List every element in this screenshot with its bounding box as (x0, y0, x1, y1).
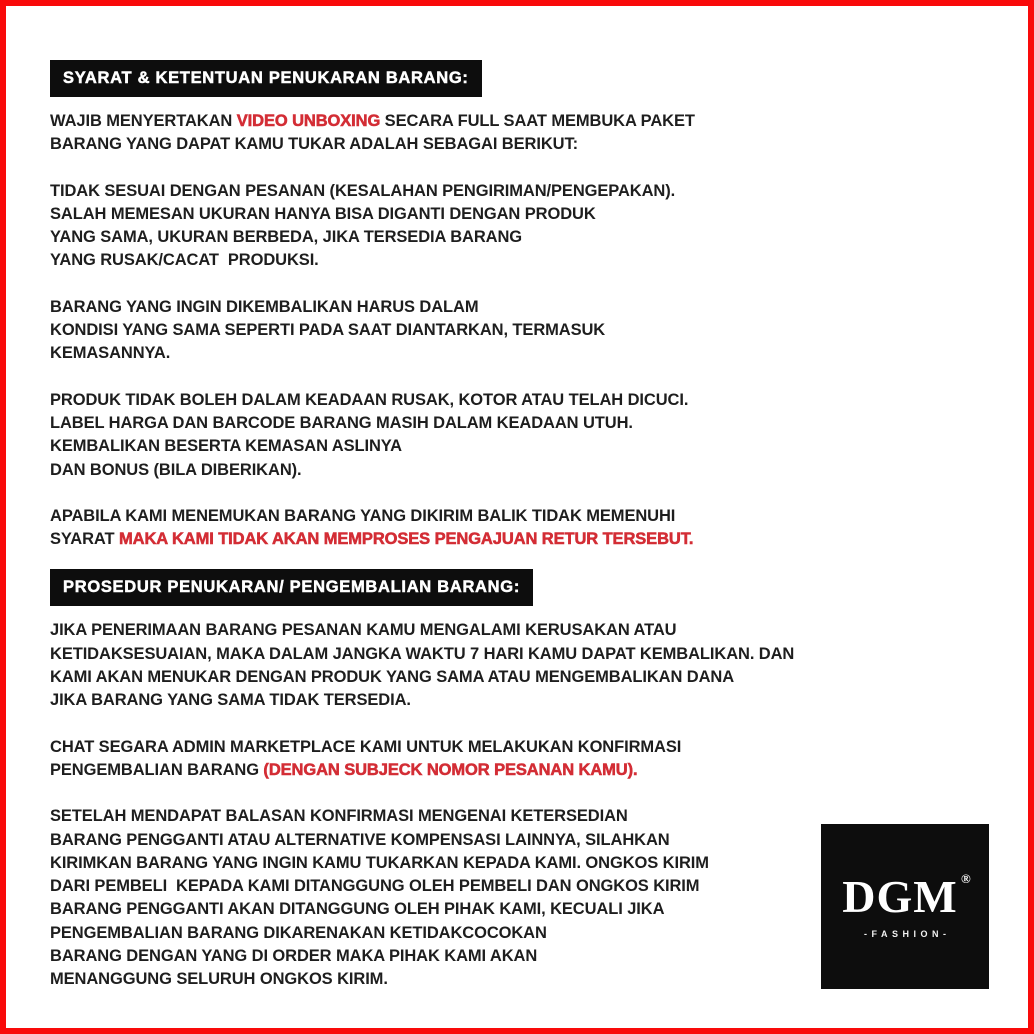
highlighted-text: MAKA KAMI TIDAK AKAN MEMPROSES PENGAJUAN RETUR TERSEBUT. (118, 530, 694, 549)
text-segment: PRODUK TIDAK BOLEH DALAM KEADAAN RUSAK, KOTOR ATAU TELAH DICUCI. (50, 390, 689, 409)
text-segment: WAJIB MENYERTAKAN (50, 112, 237, 130)
text-segment: SECARA FULL SAAT MEMBUKA PAKET (380, 112, 695, 130)
text-line (50, 643, 992, 666)
text-line (50, 110, 992, 133)
text-line (50, 505, 992, 528)
policy-paragraph (50, 110, 992, 157)
text-segment: KAMI AKAN MENUKAR DENGAN PRODUK YANG SAMA ATAU MENGEMBALIKAN DANA (50, 668, 735, 687)
text-line (50, 736, 992, 759)
text-segment: DARI PEMBELI KEPADA KAMI DITANGGUNG OLEH PEMBELI DAN ONGKOS KIRIM (50, 877, 700, 896)
text-line (50, 619, 992, 642)
brand-name (842, 871, 972, 922)
brand-name-text: DGM (842, 871, 958, 922)
text-segment: JIKA BARANG YANG SAMA TIDAK TERSEDIA. (50, 691, 411, 710)
text-segment: JIKA PENERIMAAN BARANG PESANAN KAMU MENGALAMI KERUSAKAN ATAU (50, 621, 677, 640)
highlighted-text: VIDEO UNBOXING (236, 112, 381, 130)
text-line (50, 389, 992, 412)
text-segment: TIDAK SESUAI DENGAN PESANAN (KESALAHAN PENGIRIMAN/PENGEPAKAN). (50, 181, 676, 200)
policy-paragraph (50, 736, 992, 783)
text-line (50, 226, 992, 249)
policy-paragraph (50, 296, 992, 366)
section-heading: PROSEDUR PENUKARAN/ PENGEMBALIAN BARANG: (50, 569, 533, 606)
text-line (50, 528, 992, 551)
text-segment: KETIDAKSESUAIAN, MAKA DALAM JANGKA WAKTU 7 HARI KAMU DAPAT KEMBALIKAN. DAN (50, 644, 795, 663)
text-segment: SETELAH MENDAPAT BALASAN KONFIRMASI MENGENAI KETERSEDIAN (50, 807, 628, 826)
text-segment: KEMASANNYA. (50, 344, 171, 363)
policy-paragraph (50, 505, 992, 552)
text-segment: SALAH MEMESAN UKURAN HANYA BISA DIGANTI DENGAN PRODUK (50, 204, 596, 223)
brand-tagline: -FASHION- (864, 929, 951, 939)
text-segment: PENGEMBALIAN BARANG DIKARENAKAN KETIDAKCOCOKAN (50, 923, 547, 942)
text-segment: BARANG YANG INGIN DIKEMBALIKAN HARUS DALAM (50, 297, 479, 316)
text-segment: CHAT SEGARA ADMIN MARKETPLACE KAMI UNTUK MELAKUKAN KONFIRMASI (50, 737, 682, 756)
text-line (50, 249, 992, 272)
brand-logo (821, 824, 989, 989)
policy-paragraph (50, 619, 992, 712)
text-segment: LABEL HARGA DAN BARCODE BARANG MASIH DALAM KEADAAN UTUH. (50, 413, 633, 432)
text-line (50, 133, 992, 156)
section-heading-row (50, 569, 992, 606)
text-line (50, 180, 992, 203)
text-segment: DAN BONUS (BILA DIBERIKAN). (50, 460, 302, 479)
highlighted-text: (DENGAN SUBJECK NOMOR PESANAN KAMU). (263, 760, 638, 779)
text-line (50, 319, 992, 342)
text-line (50, 435, 992, 458)
section-heading: SYARAT & KETENTUAN PENUKARAN BARANG: (50, 60, 482, 97)
text-line (50, 342, 992, 365)
registered-trademark-icon: ® (960, 871, 972, 886)
text-line (50, 666, 992, 689)
text-segment: PENGEMBALIAN BARANG (50, 760, 264, 779)
policy-paragraph (50, 180, 992, 273)
text-segment: KONDISI YANG SAMA SEPERTI PADA SAAT DIANTARKAN, TERMASUK (50, 321, 606, 340)
text-segment: SYARAT (50, 530, 119, 549)
text-segment: MENANGGUNG SELURUH ONGKOS KIRIM. (50, 970, 388, 989)
text-line (50, 689, 992, 712)
text-segment: YANG RUSAK/CACAT PRODUKSI. (50, 251, 319, 270)
text-line (50, 459, 992, 482)
text-segment: BARANG YANG DAPAT KAMU TUKAR ADALAH SEBAGAI BERIKUT: (50, 135, 578, 154)
text-line (50, 759, 992, 782)
text-segment: APABILA KAMI MENEMUKAN BARANG YANG DIKIRIM BALIK TIDAK MEMENUHI (50, 506, 676, 525)
text-segment: BARANG DENGAN YANG DI ORDER MAKA PIHAK KAMI AKAN (50, 947, 538, 966)
text-segment: KEMBALIKAN BESERTA KEMASAN ASLINYA (50, 437, 402, 456)
text-line (50, 296, 992, 319)
text-line (50, 412, 992, 435)
text-segment: KIRIMKAN BARANG YANG INGIN KAMU TUKARKAN KEPADA KAMI. ONGKOS KIRIM (50, 853, 709, 872)
text-segment: BARANG PENGGANTI AKAN DITANGGUNG OLEH PIHAK KAMI, KECUALI JIKA (50, 900, 665, 919)
text-segment: BARANG PENGGANTI ATAU ALTERNATIVE KOMPENSASI LAINNYA, SILAHKAN (50, 830, 670, 849)
section-heading-row (50, 60, 992, 97)
text-segment: YANG SAMA, UKURAN BERBEDA, JIKA TERSEDIA BARANG (50, 228, 523, 247)
text-line (50, 203, 992, 226)
policy-paragraph (50, 389, 992, 482)
